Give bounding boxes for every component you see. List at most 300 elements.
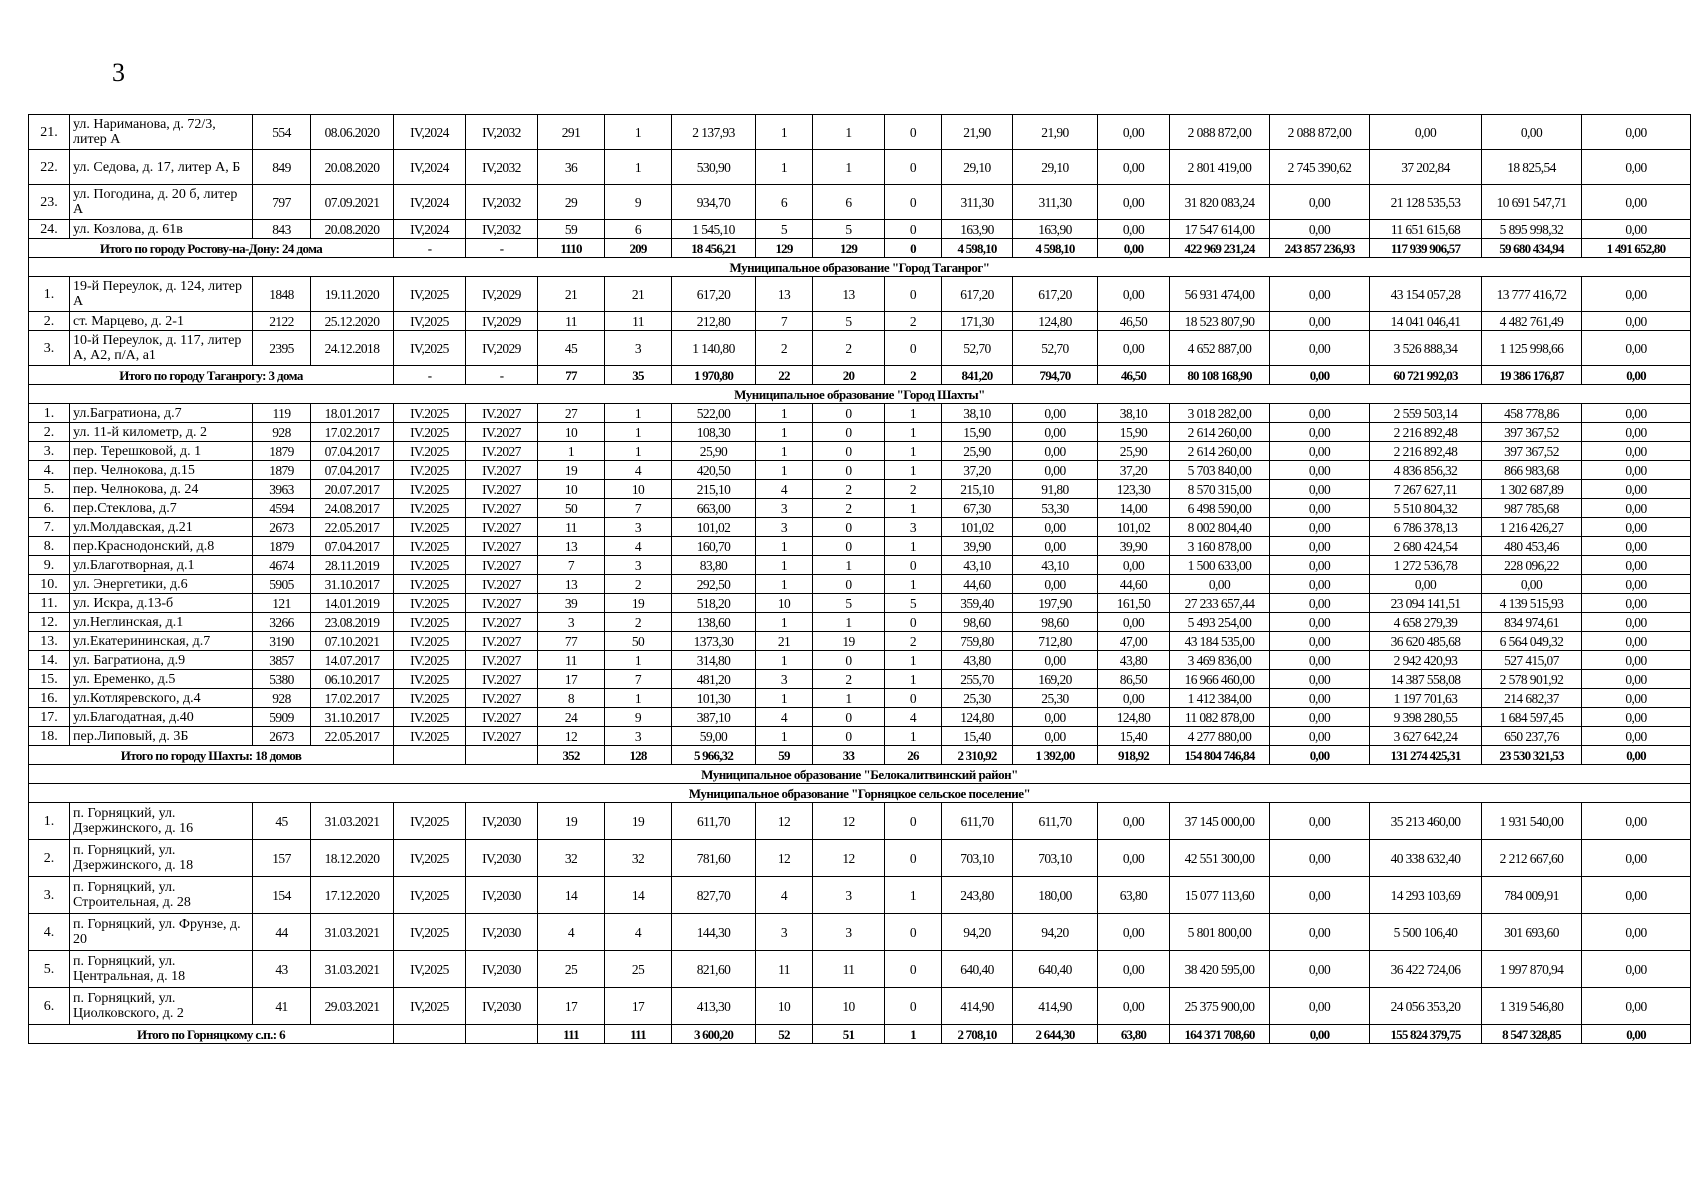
area-municipal: 15,90 <box>1098 423 1170 442</box>
cost-extra: 0,00 <box>1582 537 1691 556</box>
area-municipal: 0,00 <box>1098 613 1170 632</box>
record-number: 44 <box>253 914 311 951</box>
table-row <box>29 312 1691 331</box>
area-total: 530,90 <box>672 150 756 185</box>
cost-extra: 0,00 <box>1582 185 1691 220</box>
area-municipal: 161,50 <box>1098 594 1170 613</box>
residents-total: 29 <box>538 185 605 220</box>
rooms-municipal: 0 <box>885 988 942 1025</box>
rooms-municipal: 1 <box>885 727 942 746</box>
area-to-relocate: 67,30 <box>942 499 1013 518</box>
row-number: 24. <box>29 220 70 239</box>
house-address: ул.Молдавская, д.21 <box>70 518 253 537</box>
cost-local: 4 139 515,93 <box>1482 594 1582 613</box>
record-date: 18.12.2020 <box>311 840 394 877</box>
house-address: п. Горняцкий, ул. Строительная, д. 28 <box>70 877 253 914</box>
end-period: IV.2027 <box>466 651 538 670</box>
total-area-municipal: 918,92 <box>1098 746 1170 765</box>
total-end-period <box>466 746 538 765</box>
cost-total: 38 420 595,00 <box>1170 951 1270 988</box>
row-number: 22. <box>29 150 70 185</box>
cost-fund: 0,00 <box>1270 951 1370 988</box>
housing-register-table <box>28 114 1691 1044</box>
residents-total: 17 <box>538 670 605 689</box>
total-cost-region: 155 824 379,75 <box>1370 1025 1482 1044</box>
end-period: IV,2032 <box>466 115 538 150</box>
cost-local: 228 096,22 <box>1482 556 1582 575</box>
area-to-relocate: 759,80 <box>942 632 1013 651</box>
record-number: 554 <box>253 115 311 150</box>
cost-local: 18 825,54 <box>1482 150 1582 185</box>
cost-region: 24 056 353,20 <box>1370 988 1482 1025</box>
total-row <box>29 1025 1691 1044</box>
total-cost-total: 80 108 168,90 <box>1170 366 1270 385</box>
record-date: 17.12.2020 <box>311 877 394 914</box>
area-municipal: 0,00 <box>1098 951 1170 988</box>
residents-total: 4 <box>538 914 605 951</box>
end-period: IV.2027 <box>466 423 538 442</box>
total-rooms-private: 51 <box>813 1025 885 1044</box>
total-start-period: - <box>394 366 466 385</box>
cost-total: 37 145 000,00 <box>1170 803 1270 840</box>
cost-local: 5 895 998,32 <box>1482 220 1582 239</box>
cost-region: 3 627 642,24 <box>1370 727 1482 746</box>
table-row <box>29 277 1691 312</box>
table-row <box>29 670 1691 689</box>
rooms-municipal: 1 <box>885 442 942 461</box>
area-municipal: 14,00 <box>1098 499 1170 518</box>
cost-local: 301 693,60 <box>1482 914 1582 951</box>
record-number: 843 <box>253 220 311 239</box>
cost-local: 397 367,52 <box>1482 423 1582 442</box>
table-row <box>29 442 1691 461</box>
area-municipal: 0,00 <box>1098 277 1170 312</box>
house-address: пер. Терешковой, д. 1 <box>70 442 253 461</box>
rooms-municipal: 0 <box>885 115 942 150</box>
area-private: 0,00 <box>1013 461 1098 480</box>
cost-fund: 0,00 <box>1270 803 1370 840</box>
residents-to-relocate: 7 <box>605 499 672 518</box>
end-period: IV.2027 <box>466 670 538 689</box>
row-number: 5. <box>29 951 70 988</box>
cost-total: 8 570 315,00 <box>1170 480 1270 499</box>
record-date: 06.10.2017 <box>311 670 394 689</box>
residents-total: 39 <box>538 594 605 613</box>
start-period: IV,2025 <box>394 840 466 877</box>
cost-region: 37 202,84 <box>1370 150 1482 185</box>
cost-total: 2 088 872,00 <box>1170 115 1270 150</box>
total-cost-extra: 0,00 <box>1582 366 1691 385</box>
start-period: IV.2025 <box>394 461 466 480</box>
section-header: Муниципальное образование "Горняцкое сельское поселение" <box>29 784 1691 803</box>
table-row <box>29 988 1691 1025</box>
area-total: 518,20 <box>672 594 756 613</box>
record-date: 25.12.2020 <box>311 312 394 331</box>
end-period: IV,2032 <box>466 220 538 239</box>
record-date: 17.02.2017 <box>311 423 394 442</box>
row-number: 18. <box>29 727 70 746</box>
residents-to-relocate: 6 <box>605 220 672 239</box>
total-label: Итого по городу Таганрогу: 3 дома <box>29 366 394 385</box>
record-date: 08.06.2020 <box>311 115 394 150</box>
cost-fund: 0,00 <box>1270 185 1370 220</box>
total-start-period <box>394 746 466 765</box>
record-number: 797 <box>253 185 311 220</box>
start-period: IV.2025 <box>394 708 466 727</box>
rooms-total: 3 <box>756 670 813 689</box>
area-private: 611,70 <box>1013 803 1098 840</box>
cost-total: 4 277 880,00 <box>1170 727 1270 746</box>
area-to-relocate: 15,90 <box>942 423 1013 442</box>
table-row <box>29 423 1691 442</box>
cost-local: 13 777 416,72 <box>1482 277 1582 312</box>
residents-to-relocate: 9 <box>605 185 672 220</box>
rooms-total: 1 <box>756 556 813 575</box>
house-address: ул. Энергетики, д.6 <box>70 575 253 594</box>
rooms-private: 5 <box>813 312 885 331</box>
row-number: 7. <box>29 518 70 537</box>
record-number: 43 <box>253 951 311 988</box>
area-to-relocate: 171,30 <box>942 312 1013 331</box>
section-header-row <box>29 385 1691 404</box>
house-address: ул. Нариманова, д. 72/3, литер А <box>70 115 253 150</box>
row-number: 10. <box>29 575 70 594</box>
residents-to-relocate: 19 <box>605 803 672 840</box>
cost-total: 27 233 657,44 <box>1170 594 1270 613</box>
row-number: 4. <box>29 461 70 480</box>
total-cost-fund: 0,00 <box>1270 1025 1370 1044</box>
cost-local: 834 974,61 <box>1482 613 1582 632</box>
cost-region: 23 094 141,51 <box>1370 594 1482 613</box>
row-number: 1. <box>29 277 70 312</box>
record-number: 1879 <box>253 461 311 480</box>
table-row <box>29 951 1691 988</box>
area-private: 25,30 <box>1013 689 1098 708</box>
record-number: 5905 <box>253 575 311 594</box>
end-period: IV,2030 <box>466 988 538 1025</box>
row-number: 1. <box>29 404 70 423</box>
record-date: 20.07.2017 <box>311 480 394 499</box>
total-rooms-total: 59 <box>756 746 813 765</box>
cost-fund: 0,00 <box>1270 312 1370 331</box>
total-row <box>29 239 1691 258</box>
cost-total: 25 375 900,00 <box>1170 988 1270 1025</box>
rooms-total: 2 <box>756 331 813 366</box>
cost-total: 11 082 878,00 <box>1170 708 1270 727</box>
cost-extra: 0,00 <box>1582 556 1691 575</box>
rooms-private: 12 <box>813 803 885 840</box>
rooms-total: 1 <box>756 423 813 442</box>
cost-region: 2 680 424,54 <box>1370 537 1482 556</box>
house-address: ул. Багратиона, д.9 <box>70 651 253 670</box>
cost-total: 15 077 113,60 <box>1170 877 1270 914</box>
record-number: 154 <box>253 877 311 914</box>
total-cost-local: 23 530 321,53 <box>1482 746 1582 765</box>
house-address: пер.Краснодонский, д.8 <box>70 537 253 556</box>
row-number: 3. <box>29 442 70 461</box>
record-number: 121 <box>253 594 311 613</box>
area-total: 108,30 <box>672 423 756 442</box>
residents-to-relocate: 50 <box>605 632 672 651</box>
area-municipal: 124,80 <box>1098 708 1170 727</box>
rooms-municipal: 5 <box>885 594 942 613</box>
cost-region: 2 942 420,93 <box>1370 651 1482 670</box>
rooms-municipal: 0 <box>885 185 942 220</box>
start-period: IV.2025 <box>394 613 466 632</box>
rooms-total: 1 <box>756 613 813 632</box>
cost-region: 43 154 057,28 <box>1370 277 1482 312</box>
area-municipal: 86,50 <box>1098 670 1170 689</box>
rooms-private: 2 <box>813 331 885 366</box>
end-period: IV.2027 <box>466 727 538 746</box>
rooms-municipal: 1 <box>885 423 942 442</box>
area-municipal: 47,00 <box>1098 632 1170 651</box>
cost-region: 6 786 378,13 <box>1370 518 1482 537</box>
rooms-total: 4 <box>756 708 813 727</box>
area-to-relocate: 15,40 <box>942 727 1013 746</box>
table-row <box>29 708 1691 727</box>
area-to-relocate: 39,90 <box>942 537 1013 556</box>
area-to-relocate: 359,40 <box>942 594 1013 613</box>
residents-total: 10 <box>538 423 605 442</box>
rooms-municipal: 0 <box>885 331 942 366</box>
rooms-private: 1 <box>813 150 885 185</box>
rooms-municipal: 1 <box>885 499 942 518</box>
area-total: 663,00 <box>672 499 756 518</box>
area-municipal: 0,00 <box>1098 988 1170 1025</box>
rooms-municipal: 1 <box>885 575 942 594</box>
total-end-period: - <box>466 239 538 258</box>
total-area-total: 18 456,21 <box>672 239 756 258</box>
row-number: 1. <box>29 803 70 840</box>
cost-region: 14 387 558,08 <box>1370 670 1482 689</box>
residents-to-relocate: 1 <box>605 115 672 150</box>
end-period: IV,2030 <box>466 840 538 877</box>
cost-extra: 0,00 <box>1582 404 1691 423</box>
row-number: 11. <box>29 594 70 613</box>
cost-extra: 0,00 <box>1582 988 1691 1025</box>
area-total: 314,80 <box>672 651 756 670</box>
cost-fund: 0,00 <box>1270 914 1370 951</box>
area-private: 98,60 <box>1013 613 1098 632</box>
rooms-private: 2 <box>813 499 885 518</box>
rooms-private: 0 <box>813 404 885 423</box>
cost-fund: 0,00 <box>1270 594 1370 613</box>
area-total: 101,30 <box>672 689 756 708</box>
cost-total: 56 931 474,00 <box>1170 277 1270 312</box>
cost-fund: 0,00 <box>1270 988 1370 1025</box>
cost-local: 2 578 901,92 <box>1482 670 1582 689</box>
area-to-relocate: 124,80 <box>942 708 1013 727</box>
table-row <box>29 877 1691 914</box>
table-row <box>29 499 1691 518</box>
rooms-private: 19 <box>813 632 885 651</box>
area-private: 712,80 <box>1013 632 1098 651</box>
rooms-municipal: 1 <box>885 461 942 480</box>
end-period: IV.2027 <box>466 442 538 461</box>
end-period: IV.2027 <box>466 708 538 727</box>
cost-local: 214 682,37 <box>1482 689 1582 708</box>
area-municipal: 0,00 <box>1098 840 1170 877</box>
house-address: 19-й Переулок, д. 124, литер А <box>70 277 253 312</box>
start-period: IV,2025 <box>394 331 466 366</box>
cost-total: 5 493 254,00 <box>1170 613 1270 632</box>
area-private: 617,20 <box>1013 277 1098 312</box>
start-period: IV.2025 <box>394 594 466 613</box>
cost-total: 2 801 419,00 <box>1170 150 1270 185</box>
cost-region: 1 197 701,63 <box>1370 689 1482 708</box>
rooms-private: 3 <box>813 877 885 914</box>
area-total: 160,70 <box>672 537 756 556</box>
cost-local: 1 319 546,80 <box>1482 988 1582 1025</box>
end-period: IV.2027 <box>466 480 538 499</box>
area-total: 522,00 <box>672 404 756 423</box>
record-number: 3266 <box>253 613 311 632</box>
cost-local: 2 212 667,60 <box>1482 840 1582 877</box>
area-private: 43,10 <box>1013 556 1098 575</box>
cost-local: 480 453,46 <box>1482 537 1582 556</box>
cost-fund: 0,00 <box>1270 708 1370 727</box>
start-period: IV,2025 <box>394 914 466 951</box>
area-private: 91,80 <box>1013 480 1098 499</box>
house-address: пер. Челнокова, д. 24 <box>70 480 253 499</box>
cost-total: 4 652 887,00 <box>1170 331 1270 366</box>
table-row <box>29 727 1691 746</box>
record-number: 2122 <box>253 312 311 331</box>
rooms-total: 10 <box>756 988 813 1025</box>
record-number: 928 <box>253 689 311 708</box>
cost-local: 1 125 998,66 <box>1482 331 1582 366</box>
cost-extra: 0,00 <box>1582 220 1691 239</box>
record-date: 07.04.2017 <box>311 537 394 556</box>
area-private: 52,70 <box>1013 331 1098 366</box>
rooms-total: 1 <box>756 689 813 708</box>
cost-total: 6 498 590,00 <box>1170 499 1270 518</box>
area-municipal: 0,00 <box>1098 689 1170 708</box>
area-municipal: 44,60 <box>1098 575 1170 594</box>
cost-total: 2 614 260,00 <box>1170 442 1270 461</box>
residents-to-relocate: 1 <box>605 423 672 442</box>
residents-total: 19 <box>538 461 605 480</box>
table-row <box>29 914 1691 951</box>
total-residents-total: 111 <box>538 1025 605 1044</box>
cost-fund: 0,00 <box>1270 651 1370 670</box>
row-number: 3. <box>29 877 70 914</box>
record-date: 31.10.2017 <box>311 708 394 727</box>
residents-to-relocate: 9 <box>605 708 672 727</box>
total-cost-local: 59 680 434,94 <box>1482 239 1582 258</box>
residents-to-relocate: 10 <box>605 480 672 499</box>
total-area-private: 2 644,30 <box>1013 1025 1098 1044</box>
end-period: IV,2030 <box>466 951 538 988</box>
rooms-municipal: 3 <box>885 518 942 537</box>
cost-region: 40 338 632,40 <box>1370 840 1482 877</box>
total-area-private: 1 392,00 <box>1013 746 1098 765</box>
cost-region: 4 658 279,39 <box>1370 613 1482 632</box>
record-number: 4674 <box>253 556 311 575</box>
end-period: IV,2030 <box>466 877 538 914</box>
cost-local: 527 415,07 <box>1482 651 1582 670</box>
area-municipal: 0,00 <box>1098 150 1170 185</box>
cost-total: 5 703 840,00 <box>1170 461 1270 480</box>
house-address: п. Горняцкий, ул. Фрунзе, д. 20 <box>70 914 253 951</box>
total-rooms-municipal: 1 <box>885 1025 942 1044</box>
area-municipal: 0,00 <box>1098 115 1170 150</box>
start-period: IV,2025 <box>394 277 466 312</box>
start-period: IV.2025 <box>394 651 466 670</box>
start-period: IV,2024 <box>394 150 466 185</box>
rooms-total: 6 <box>756 185 813 220</box>
end-period: IV,2030 <box>466 803 538 840</box>
record-date: 20.08.2020 <box>311 220 394 239</box>
record-date: 07.04.2017 <box>311 461 394 480</box>
area-private: 197,90 <box>1013 594 1098 613</box>
area-total: 25,90 <box>672 442 756 461</box>
cost-fund: 0,00 <box>1270 220 1370 239</box>
total-cost-local: 19 386 176,87 <box>1482 366 1582 385</box>
residents-total: 50 <box>538 499 605 518</box>
total-residents-total: 352 <box>538 746 605 765</box>
row-number: 17. <box>29 708 70 727</box>
end-period: IV,2029 <box>466 331 538 366</box>
cost-fund: 0,00 <box>1270 442 1370 461</box>
record-number: 1879 <box>253 537 311 556</box>
total-cost-region: 117 939 906,57 <box>1370 239 1482 258</box>
cost-local: 1 684 597,45 <box>1482 708 1582 727</box>
cost-fund: 0,00 <box>1270 537 1370 556</box>
area-total: 2 137,93 <box>672 115 756 150</box>
page-number: 3 <box>112 58 125 87</box>
record-date: 31.03.2021 <box>311 951 394 988</box>
table-row <box>29 150 1691 185</box>
area-to-relocate: 611,70 <box>942 803 1013 840</box>
end-period: IV.2027 <box>466 499 538 518</box>
area-total: 59,00 <box>672 727 756 746</box>
area-private: 163,90 <box>1013 220 1098 239</box>
area-to-relocate: 43,80 <box>942 651 1013 670</box>
cost-region: 3 526 888,34 <box>1370 331 1482 366</box>
area-municipal: 39,90 <box>1098 537 1170 556</box>
record-date: 29.03.2021 <box>311 988 394 1025</box>
residents-total: 59 <box>538 220 605 239</box>
total-area-municipal: 0,00 <box>1098 239 1170 258</box>
record-date: 22.05.2017 <box>311 727 394 746</box>
area-municipal: 38,10 <box>1098 404 1170 423</box>
rooms-total: 1 <box>756 150 813 185</box>
cost-region: 2 559 503,14 <box>1370 404 1482 423</box>
record-date: 31.10.2017 <box>311 575 394 594</box>
start-period: IV,2025 <box>394 988 466 1025</box>
area-municipal: 0,00 <box>1098 220 1170 239</box>
rooms-private: 3 <box>813 914 885 951</box>
total-cost-fund: 243 857 236,93 <box>1270 239 1370 258</box>
area-total: 83,80 <box>672 556 756 575</box>
cost-total: 5 801 800,00 <box>1170 914 1270 951</box>
total-cost-local: 8 547 328,85 <box>1482 1025 1582 1044</box>
cost-region: 1 272 536,78 <box>1370 556 1482 575</box>
area-total: 138,60 <box>672 613 756 632</box>
area-private: 124,80 <box>1013 312 1098 331</box>
table-row <box>29 689 1691 708</box>
residents-to-relocate: 1 <box>605 404 672 423</box>
total-rooms-total: 129 <box>756 239 813 258</box>
rooms-private: 0 <box>813 461 885 480</box>
area-private: 0,00 <box>1013 518 1098 537</box>
residents-total: 45 <box>538 331 605 366</box>
rooms-total: 1 <box>756 537 813 556</box>
rooms-total: 10 <box>756 594 813 613</box>
start-period: IV.2025 <box>394 442 466 461</box>
